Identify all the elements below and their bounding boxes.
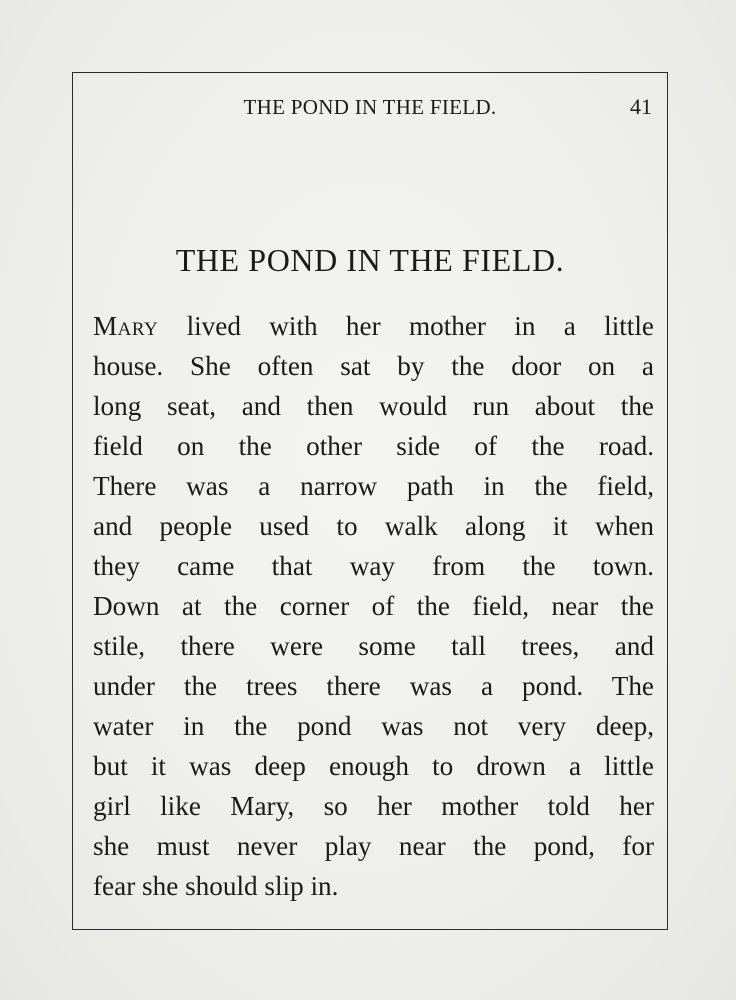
- first-word-smallcaps: Mary: [93, 311, 159, 341]
- text-line-last: fear she should slip in.: [93, 871, 339, 901]
- page-number: 41: [630, 94, 652, 119]
- text-line: under the trees there was a pond. The: [93, 671, 654, 701]
- text-line: and people used to walk along it when: [93, 511, 654, 541]
- text-line: [93, 306, 654, 346]
- running-title: THE POND IN THE FIELD.: [243, 95, 497, 119]
- text-line: she must never play near the pond, for: [93, 831, 654, 861]
- text-line: stile, there were some tall trees, and: [93, 631, 654, 661]
- text-line: but it was deep enough to drown a little: [93, 751, 654, 781]
- running-head: [72, 93, 668, 121]
- text-line: There was a narrow path in the field,: [93, 471, 654, 501]
- text-line-rest: lived with her mother in a little: [158, 311, 654, 341]
- text-line: long seat, and then would run about the: [93, 391, 654, 421]
- text-line: field on the other side of the road.: [93, 431, 654, 461]
- text-line: they came that way from the town.: [93, 551, 654, 581]
- text-line: house. She often sat by the door on a: [93, 351, 654, 381]
- body-paragraph: [93, 306, 654, 906]
- text-line: girl like Mary, so her mother told her: [93, 791, 654, 821]
- text-line: water in the pond was not very deep,: [93, 711, 654, 741]
- chapter-title: THE POND IN THE FIELD.: [175, 242, 565, 278]
- text-line: Down at the corner of the field, near the: [93, 591, 654, 621]
